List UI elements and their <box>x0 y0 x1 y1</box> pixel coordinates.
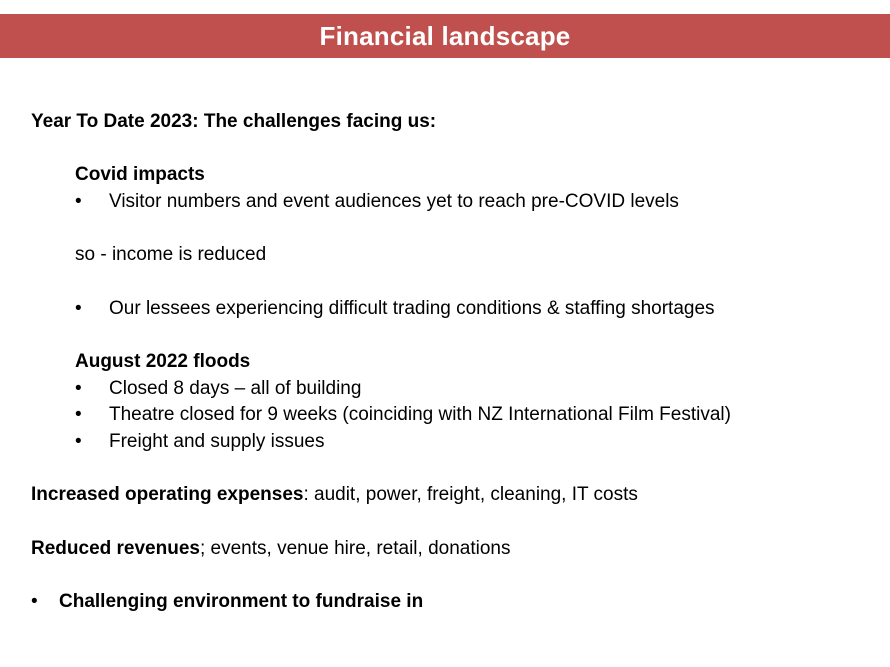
expenses-text: : audit, power, freight, cleaning, IT costs <box>303 484 638 505</box>
bullet-glyph: • <box>75 378 82 399</box>
bullet-glyph: • <box>31 591 38 612</box>
final-bullet <box>31 590 423 614</box>
covid-bullet-1-text: Visitor numbers and event audiences yet to reach pre-COVID levels <box>109 191 679 212</box>
revenues-line <box>31 537 511 561</box>
covid-heading: Covid impacts <box>75 164 205 185</box>
floods-bullet-1 <box>75 377 361 401</box>
final-bullet-text: Challenging environment to fundraise in <box>59 591 424 612</box>
floods-bullet-3 <box>75 430 324 454</box>
covid-bullet-2-text: Our lessees experiencing difficult trading conditions & staffing shortages <box>109 298 715 319</box>
main-heading: Year To Date 2023: The challenges facing us: <box>31 111 437 132</box>
covid-bullet-2 <box>75 297 715 321</box>
expenses-label: Increased operating expenses <box>31 484 304 505</box>
slide-title: Financial landscape <box>319 20 571 51</box>
floods-bullet-1-text: Closed 8 days – all of building <box>109 378 362 399</box>
bullet-glyph: • <box>75 191 82 212</box>
title-bar <box>0 14 890 58</box>
covid-bullet-1 <box>75 190 679 214</box>
bullet-glyph: • <box>75 298 82 319</box>
expenses-line <box>31 483 638 507</box>
bullet-glyph: • <box>75 431 82 452</box>
floods-bullet-2 <box>75 403 731 427</box>
revenues-label: Reduced revenues <box>31 538 200 559</box>
floods-heading: August 2022 floods <box>75 351 251 372</box>
revenues-text: ; events, venue hire, retail, donations <box>199 538 511 559</box>
bullet-glyph: • <box>75 404 82 425</box>
covid-note: so - income is reduced <box>75 244 267 265</box>
floods-bullet-2-text: Theatre closed for 9 weeks (coinciding with NZ International Film Festival) <box>109 404 731 425</box>
floods-bullet-3-text: Freight and supply issues <box>109 431 325 452</box>
